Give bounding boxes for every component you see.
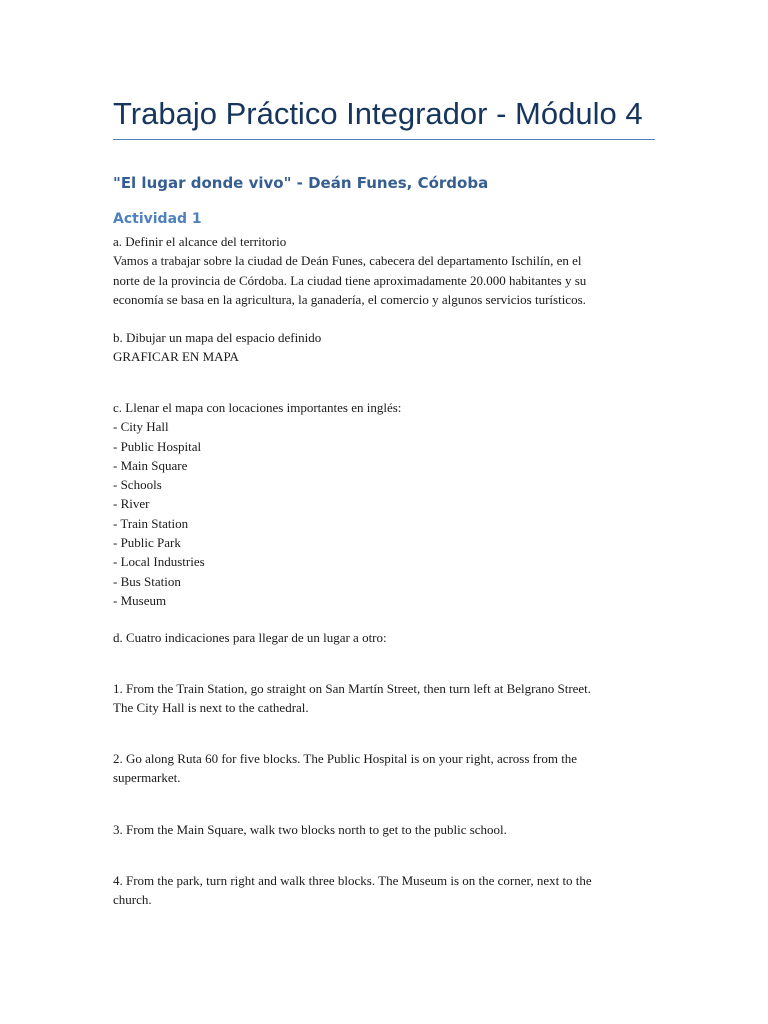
location-list-item: - Main Square bbox=[113, 457, 188, 473]
direction-line: 2. Go along Ruta 60 for five blocks. The Public Hospital is on your right, across from the bbox=[113, 751, 578, 766]
section-d-label: d. Cuatro indicaciones para llegar de un lugar a otro: bbox=[113, 630, 387, 645]
section-b-label: b. Dibujar un mapa del espacio definido bbox=[113, 330, 322, 345]
activity-heading: Actividad 1 bbox=[113, 211, 202, 227]
section-a bbox=[113, 232, 658, 309]
location-list-item: - Schools bbox=[113, 477, 162, 493]
section-c-label: c. Llenar el mapa con locaciones importantes en inglés: bbox=[113, 400, 402, 415]
direction-line: 1. From the Train Station, go straight on San Martín Street, then turn left at Belgrano Street. bbox=[113, 681, 592, 696]
section-b bbox=[113, 328, 658, 367]
direction-line: church. bbox=[113, 892, 152, 908]
location-list-item: - City Hall bbox=[113, 419, 169, 435]
direction-3 bbox=[113, 820, 658, 839]
section-c bbox=[113, 398, 658, 610]
location-list-item: - River bbox=[113, 496, 150, 512]
section-a-line: norte de la provincia de Córdoba. La ciudad tiene aproximadamente 20.000 habitantes y su bbox=[113, 272, 587, 288]
location-list-item: - Public Hospital bbox=[113, 438, 202, 454]
section-b-note: GRAFICAR EN MAPA bbox=[113, 349, 239, 365]
section-a-label: a. Definir el alcance del territorio bbox=[113, 234, 287, 249]
document-subtitle: "El lugar donde vivo" - Deán Funes, Córdoba bbox=[113, 174, 489, 192]
direction-1 bbox=[113, 679, 658, 718]
location-list-item: - Local Industries bbox=[113, 554, 205, 570]
direction-line: 3. From the Main Square, walk two blocks north to get to the public school. bbox=[113, 822, 507, 837]
direction-4 bbox=[113, 871, 658, 910]
direction-line: supermarket. bbox=[113, 770, 181, 786]
location-list-item: - Bus Station bbox=[113, 573, 181, 589]
section-a-line: economía se basa en la agricultura, la ganadería, el comercio y algunos servicios turísticos. bbox=[113, 291, 586, 307]
direction-2 bbox=[113, 749, 658, 788]
location-list-item: - Museum bbox=[113, 592, 167, 608]
location-list-item: - Train Station bbox=[113, 515, 189, 531]
direction-line: The City Hall is next to the cathedral. bbox=[113, 700, 309, 716]
direction-line: 4. From the park, turn right and walk three blocks. The Museum is on the corner, next to the bbox=[113, 873, 592, 888]
document-title: Trabajo Práctico Integrador - Módulo 4 bbox=[113, 95, 655, 140]
location-list-item: - Public Park bbox=[113, 535, 181, 551]
section-a-line: Vamos a trabajar sobre la ciudad de Deán Funes, cabecera del departamento Ischilín, en el bbox=[113, 253, 582, 269]
